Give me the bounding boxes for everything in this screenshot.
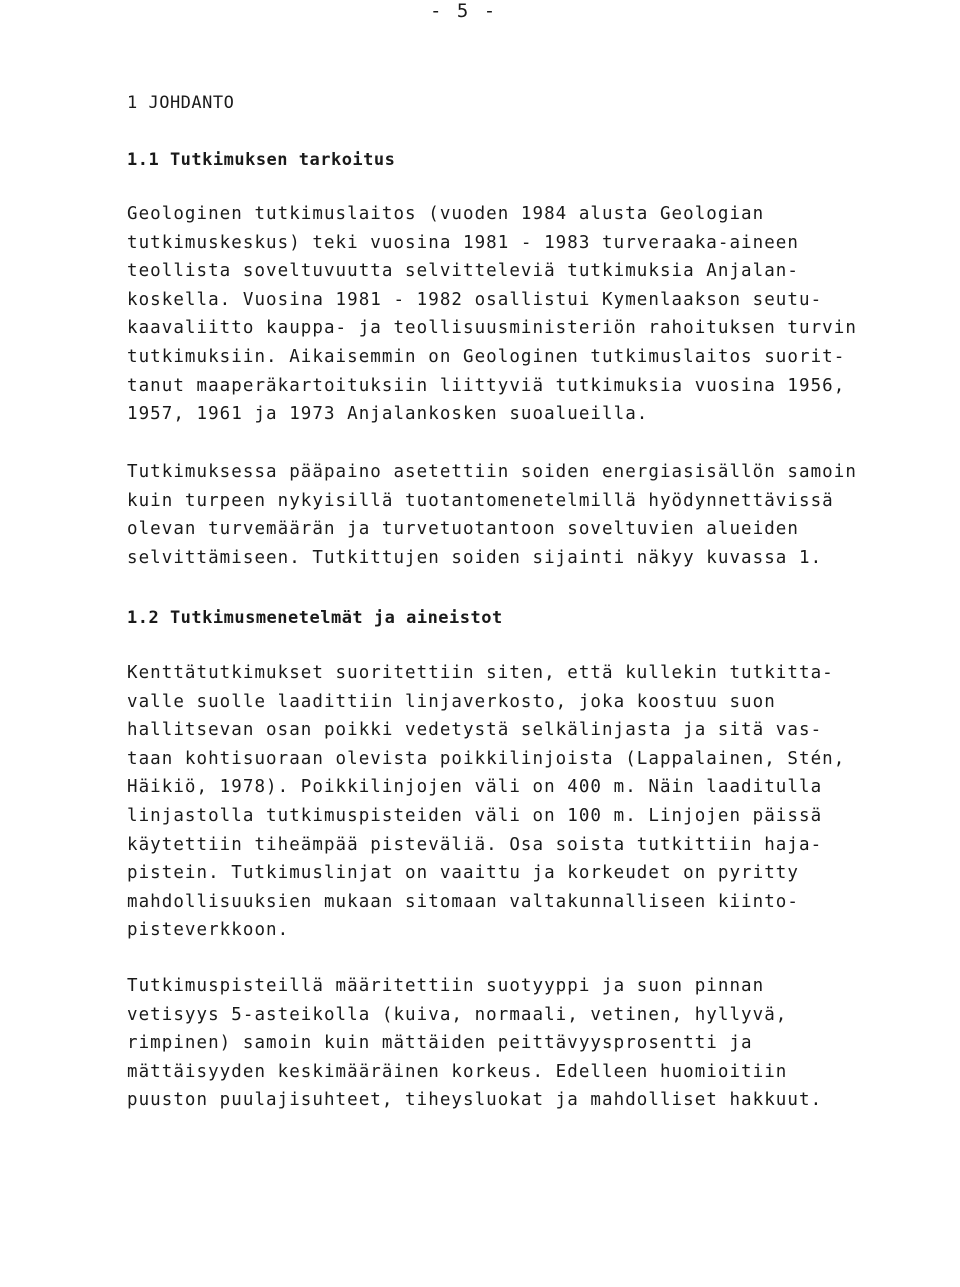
text-line: mahdollisuuksien mukaan sitomaan valtakunnalliseen kiinto- <box>127 891 799 912</box>
chapter-heading: 1 JOHDANTO <box>127 93 235 113</box>
section-heading-methods: 1.2 Tutkimusmenetelmät ja aineistot <box>127 608 503 628</box>
text-line: käytettiin tiheämpää pisteväliä. Osa soista tutkittiin haja- <box>127 834 823 855</box>
paragraph-observations <box>127 972 927 1115</box>
text-line: hallitsevan osan poikki vedetystä selkälinjasta ja sitä vas- <box>127 720 823 741</box>
text-line: olevan turvemäärän ja turvetuotantoon soveltuvien alueiden <box>127 519 799 540</box>
text-line: pisteverkkoon. <box>127 920 290 941</box>
text-line: pistein. Tutkimuslinjat on vaaittu ja korkeudet on pyritty <box>127 863 799 884</box>
text-line: kaavaliitto kauppa- ja teollisuusministeriön rahoituksen turvin <box>127 318 857 339</box>
text-line: koskella. Vuosina 1981 - 1982 osallistui Kymenlaakson seutu- <box>127 289 823 310</box>
text-line: 1957, 1961 ja 1973 Anjalankosken suoalueilla. <box>127 404 649 425</box>
page-number: - 5 - <box>430 0 498 22</box>
section-heading-purpose: 1.1 Tutkimuksen tarkoitus <box>127 150 396 170</box>
text-line: tutkimuskeskus) teki vuosina 1981 - 1983 turveraaka-aineen <box>127 232 799 253</box>
text-line: Tutkimuksessa pääpaino asetettiin soiden energiasisällön samoin <box>127 462 857 482</box>
text-line: linjastolla tutkimuspisteiden väli on 100 m. Linjojen päissä <box>127 805 823 826</box>
text-line: kuin turpeen nykyisillä tuotantomenetelmillä hyödynnettävissä <box>127 490 834 511</box>
text-line: Tutkimuspisteillä määritettiin suotyyppi ja suon pinnan <box>127 976 765 996</box>
paragraph-background <box>127 200 927 429</box>
text-line: tanut maaperäkartoituksiin liittyviä tutkimuksia vuosina 1956, <box>127 375 846 396</box>
text-line: Kenttätutkimukset suoritettiin siten, että kullekin tutkitta- <box>127 663 834 683</box>
paragraph-fieldwork <box>127 659 927 945</box>
text-line: puuston puulajisuhteet, tiheysluokat ja mahdolliset hakkuut. <box>127 1090 823 1111</box>
text-line: rimpinen) samoin kuin mättäiden peittävyysprosentti ja <box>127 1033 753 1054</box>
text-line: selvittämiseen. Tutkittujen soiden sijainti näkyy kuvassa 1. <box>127 547 823 568</box>
text-line: vetisyys 5-asteikolla (kuiva, normaali, vetinen, hyllyvä, <box>127 1004 788 1025</box>
paragraph-focus <box>127 458 927 572</box>
text-line: teollista soveltuvuutta selvitteleviä tutkimuksia Anjalan- <box>127 261 799 282</box>
text-line: taan kohtisuoraan olevista poikkilinjoista (Lappalainen, Stén, <box>127 748 846 769</box>
text-line: tutkimuksiin. Aikaisemmin on Geologinen tutkimuslaitos suorit- <box>127 346 846 367</box>
text-line: Geologinen tutkimuslaitos (vuoden 1984 alusta Geologian <box>127 204 765 224</box>
text-line: Häikiö, 1978). Poikkilinjojen väli on 400 m. Näin laaditulla <box>127 777 823 798</box>
text-line: mättäisyyden keskimääräinen korkeus. Edelleen huomioitiin <box>127 1061 788 1082</box>
text-line: valle suolle laadittiin linjaverkosto, joka koostuu suon <box>127 691 776 712</box>
